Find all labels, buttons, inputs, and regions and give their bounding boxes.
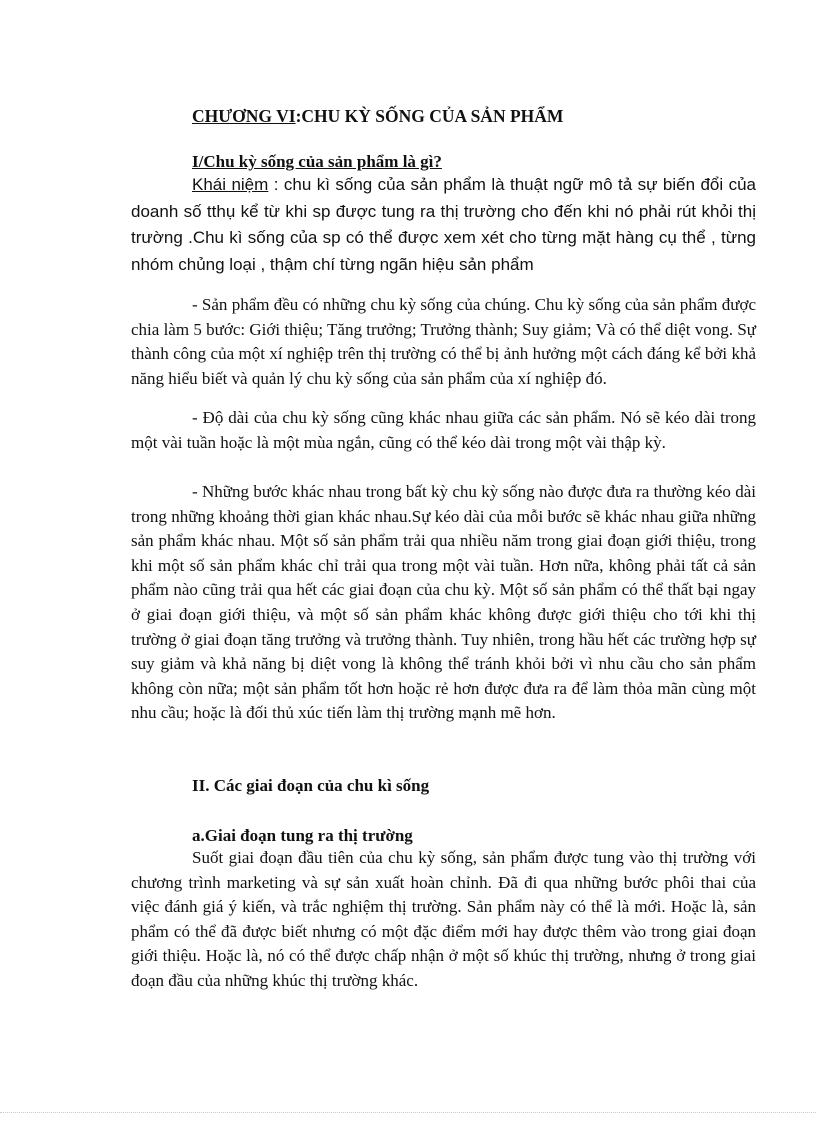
paragraph-life-cycle-length: - Độ dài của chu kỳ sống cũng khác nhau giữa các sản phẩm. Nó sẽ kéo dài trong một vài tuần hoặc là một mùa ngắn, cũng có thể kéo dài trong một vài thập kỳ.: [131, 408, 756, 452]
section-2-heading: II. Các giai đoạn của chu kì sống: [192, 776, 430, 795]
subsection-a-heading: a.Giai đoạn tung ra thị trường: [192, 826, 413, 845]
paragraph-introduction-stage: Suốt giai đoạn đầu tiên của chu kỳ sống, sản phẩm được tung vào thị trường với chương trình marketing và sự sản xuất hoàn chỉnh. Đã đi qua những bước phôi thai của việc đánh giá ý kiến, và trắc nghiệm thị trường. Sản phẩm này có thể là mới. Hoặc là, sản phẩm có thể đã được biết nhưng có một đặc điểm mới hay được thêm vào trong giai đoạn giới thiệu. Hoặc là, nó có thể được chấp nhận ở một số khúc thị trường, nhưng ở trong giai đoạn đầu của những khúc thị trường khác.: [131, 848, 756, 990]
chapter-title: [192, 104, 752, 128]
paragraph-life-cycle-stages: - Sản phẩm đều có những chu kỳ sống của chúng. Chu kỳ sống của sản phẩm được chia làm 5 bước: Giới thiệu; Tăng trưởng; Trưởng thành; Suy giảm; Và có thể diệt vong. Sự thành công của một xí nghiệp trên thị trường có thể bị ảnh hưởng một cách đáng kể bởi khả năng hiểu biết và quản lý chu kỳ sống của sản phẩm của xí nghiệp đó.: [131, 295, 756, 388]
chapter-number: CHƯƠNG VI: [192, 106, 296, 126]
paragraph-stage-durations: - Những bước khác nhau trong bất kỳ chu kỳ sống nào được đưa ra thường kéo dài trong những khoảng thời gian khác nhau.Sự kéo dài của mỗi bước sẽ khác nhau giữa những sản phẩm khác nhau. Một số sản phẩm trải qua nhiều năm trong giai đoạn giới thiệu, trong khi một số sản phẩm khác chỉ trải qua trong một vài tuần. Hơn nữa, không phải tất cả sản phẩm nào cũng trải qua hết các giai đoạn của chu kỳ. Một số sản phẩm có thể thất bại ngay ở giai đoạn giới thiệu, và một số sản phẩm khác không được giới thiệu cho tới khi thị trường ở giai đoạn tăng trưởng và trưởng thành. Tuy nhiên, trong hầu hết các trường hợp sự suy giảm và khả năng bị diệt vong là không thể tránh khỏi bởi vì nhu cầu cho sản phẩm không còn nữa; một sản phẩm tốt hơn hoặc rẻ hơn được đưa ra để làm thỏa mãn cùng một nhu cầu; hoặc là đối thủ xúc tiến làm thị trường mạnh mẽ hơn.: [131, 482, 756, 723]
definition-term: Khái niệm: [192, 175, 269, 194]
definition-text: : chu kì sống của sản phẩm là thuật ngữ mô tả sự biến đổi của doanh số tthụ kể từ khi sp được tung ra thị trường cho đến khi nó phải rút khỏi thị trường .Chu kì sống của sp có thể được xem xét cho từng mặt hàng cụ thể , từng nhóm chủng loại , thậm chí từng ngãn hiệu sản phẩm: [131, 175, 756, 274]
section-1-heading: I/Chu kỳ sống của sản phẩm là gì?: [192, 152, 442, 171]
chapter-title-text: :CHU KỲ SỐNG CỦA SẢN PHẨM: [295, 106, 564, 126]
definition-paragraph: [131, 172, 756, 278]
page-bottom-rule: [0, 1112, 816, 1113]
